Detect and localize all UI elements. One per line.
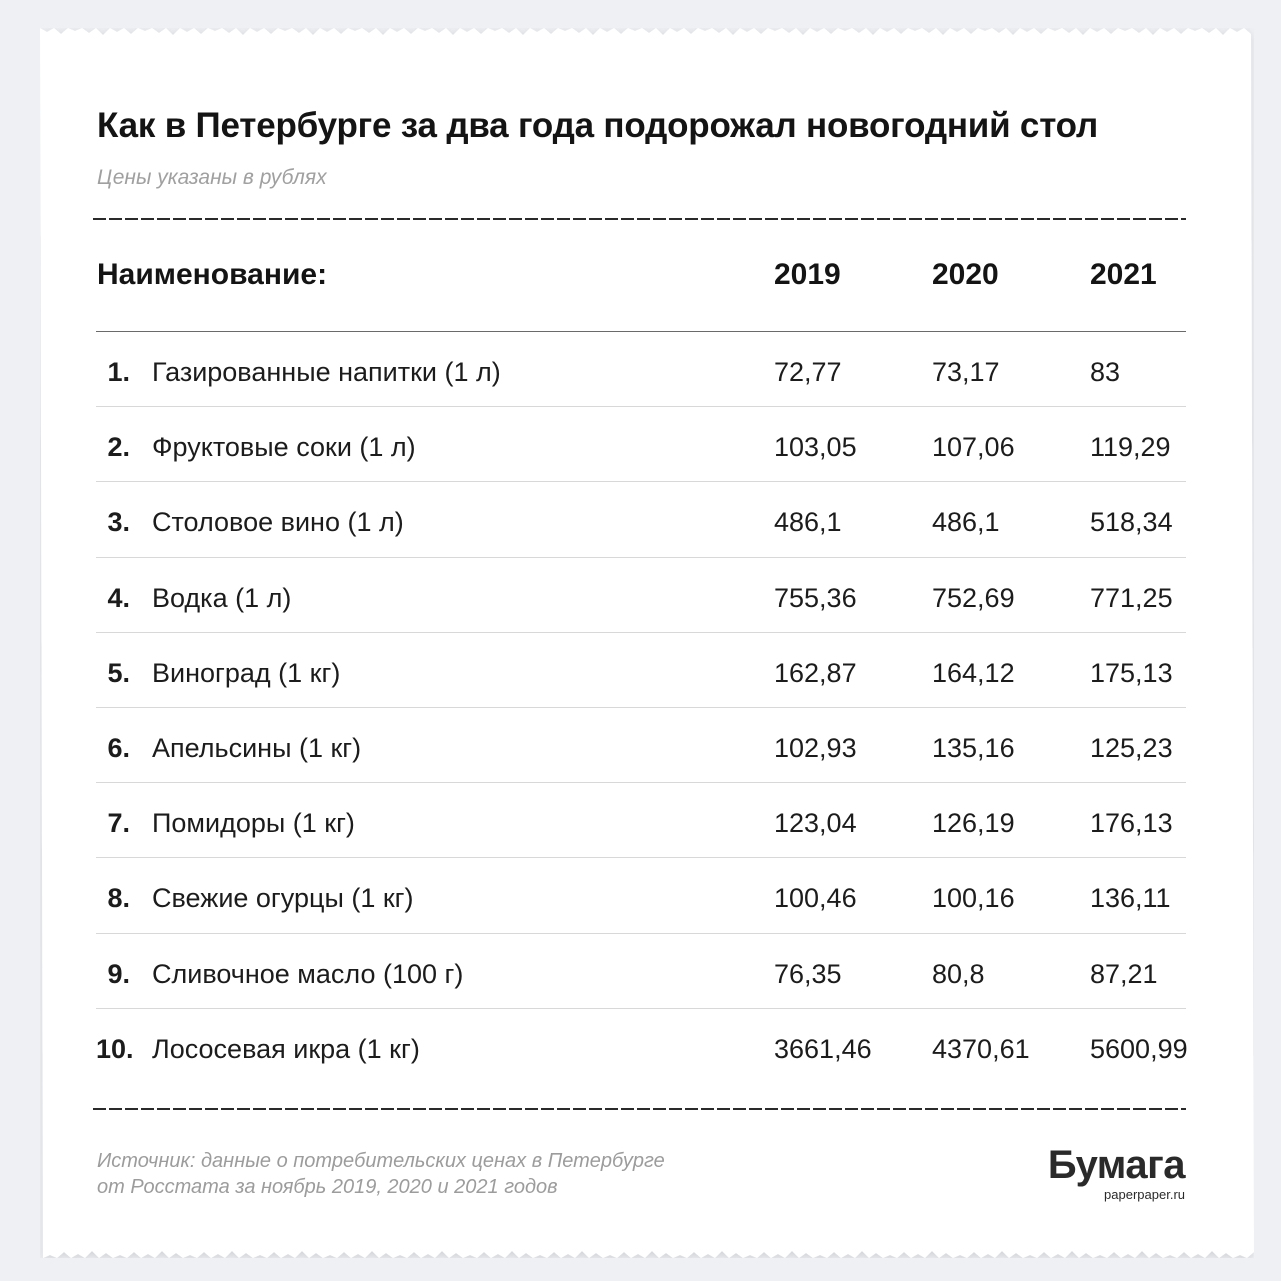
top-dashed-divider xyxy=(93,218,1186,220)
header-2020: 2020 xyxy=(932,258,999,291)
brand-name: Бумага xyxy=(1047,1143,1185,1187)
table-row xyxy=(96,633,1186,708)
source-note xyxy=(97,1148,665,1200)
header-2021: 2021 xyxy=(1090,258,1157,291)
source-line-2: от Росстата за ноябрь 2019, 2020 и 2021 годов xyxy=(97,1176,558,1198)
header-2019: 2019 xyxy=(774,258,841,291)
item-name: Свежие огурцы (1 кг) xyxy=(152,883,414,914)
price-2021: 518,34 xyxy=(1090,507,1173,538)
table-row xyxy=(96,1009,1186,1083)
item-name: Виноград (1 кг) xyxy=(152,657,341,688)
row-number: 1. xyxy=(107,357,130,387)
row-number: 10. xyxy=(96,1033,134,1064)
table-row xyxy=(96,558,1186,633)
table-row xyxy=(96,332,1186,407)
page-title: Как в Петербурге за два года подорожал новогодний стол xyxy=(97,106,1099,145)
price-2020: 100,16 xyxy=(932,883,1015,914)
price-2019: 123,04 xyxy=(774,808,857,839)
price-2021: 83 xyxy=(1090,357,1121,387)
row-number: 7. xyxy=(107,808,130,839)
price-2019: 76,35 xyxy=(774,958,842,989)
price-2021: 771,25 xyxy=(1090,582,1173,613)
price-2021: 175,13 xyxy=(1090,657,1173,688)
price-2019: 102,93 xyxy=(774,732,857,763)
row-number: 6. xyxy=(107,732,130,763)
page-subtitle: Цены указаны в рублях xyxy=(97,166,327,189)
price-2020: 164,12 xyxy=(932,657,1015,688)
price-2021: 125,23 xyxy=(1090,732,1173,763)
row-number: 5. xyxy=(107,657,130,688)
price-2019: 162,87 xyxy=(774,657,857,688)
table-row xyxy=(96,783,1186,858)
source-line-1: Источник: данные о потребительских ценах в Петербурге xyxy=(97,1150,665,1172)
price-2020: 752,69 xyxy=(932,582,1015,613)
price-2019: 103,05 xyxy=(774,432,857,463)
table-row xyxy=(96,708,1186,783)
brand-site: paperpaper.ru xyxy=(1104,1187,1185,1202)
row-number: 3. xyxy=(107,507,130,538)
price-2019: 3661,46 xyxy=(774,1033,872,1064)
price-2021: 136,11 xyxy=(1090,883,1171,914)
price-table xyxy=(96,332,1186,1083)
price-2019: 72,77 xyxy=(774,357,842,387)
price-2020: 126,19 xyxy=(932,808,1015,839)
price-2019: 100,46 xyxy=(774,883,857,914)
table-row xyxy=(96,934,1186,1009)
row-number: 8. xyxy=(107,883,130,914)
table-row xyxy=(96,482,1186,557)
item-name: Водка (1 л) xyxy=(152,582,292,613)
table-header xyxy=(97,258,1187,298)
price-2021: 5600,99 xyxy=(1090,1033,1188,1064)
item-name: Лососевая икра (1 кг) xyxy=(152,1033,420,1064)
item-name: Помидоры (1 кг) xyxy=(152,808,355,839)
price-2020: 80,8 xyxy=(932,958,985,989)
item-name: Фруктовые соки (1 л) xyxy=(152,432,416,463)
row-number: 4. xyxy=(107,582,130,613)
row-number: 2. xyxy=(107,432,130,463)
receipt xyxy=(40,28,1254,1258)
price-2021: 87,21 xyxy=(1090,958,1158,989)
price-2020: 107,06 xyxy=(932,432,1015,463)
price-2021: 176,13 xyxy=(1090,808,1173,839)
item-name: Сливочное масло (100 г) xyxy=(152,958,464,989)
item-name: Столовое вино (1 л) xyxy=(152,507,404,538)
price-2020: 4370,61 xyxy=(932,1033,1030,1064)
table-row xyxy=(96,858,1186,933)
price-2020: 73,17 xyxy=(932,357,1000,387)
row-number: 9. xyxy=(107,958,130,989)
brand-logo xyxy=(1030,1144,1185,1202)
price-2019: 486,1 xyxy=(774,507,842,538)
price-2020: 135,16 xyxy=(932,732,1015,763)
item-name: Апельсины (1 кг) xyxy=(152,732,362,763)
price-2021: 119,29 xyxy=(1090,432,1171,463)
table-row xyxy=(96,407,1186,482)
price-2020: 486,1 xyxy=(932,507,1000,538)
header-name: Наименование: xyxy=(97,258,328,291)
item-name: Газированные напитки (1 л) xyxy=(152,357,501,387)
price-2019: 755,36 xyxy=(774,582,857,613)
bottom-dashed-divider xyxy=(93,1108,1186,1110)
